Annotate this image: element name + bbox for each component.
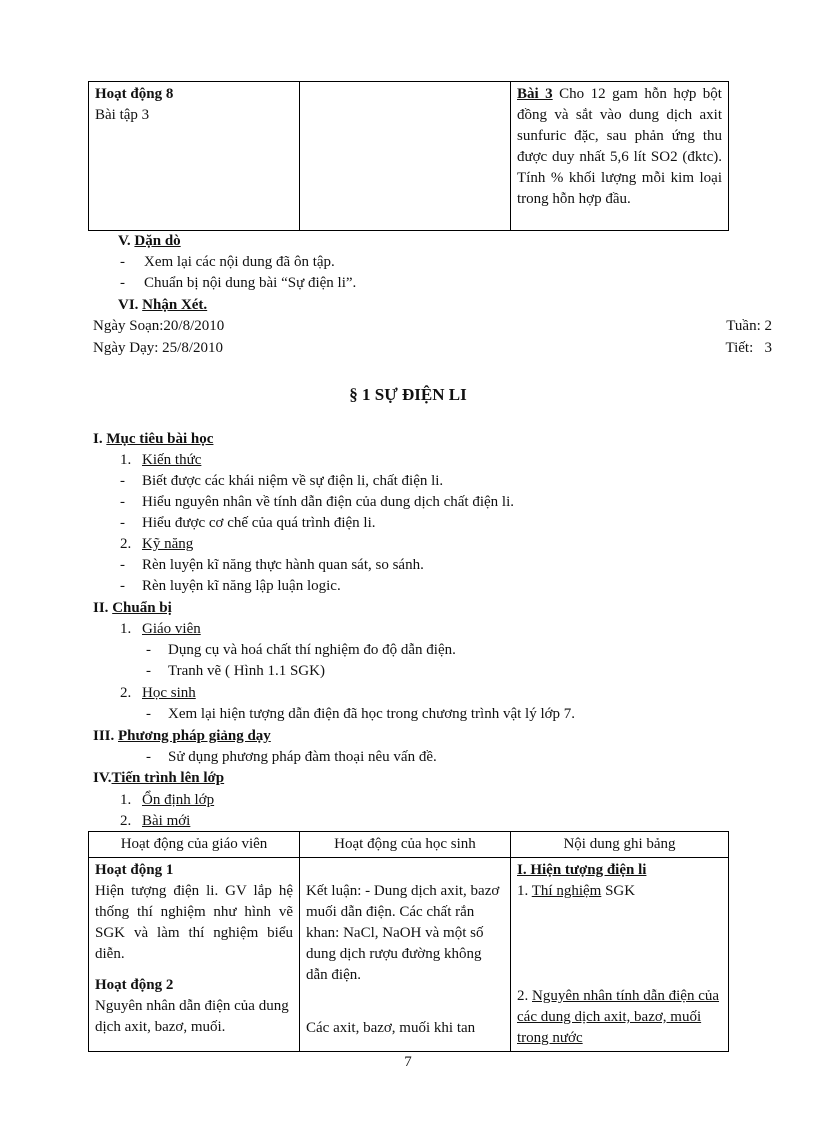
list-item: - Xem lại các nội dung đã ôn tập. xyxy=(120,254,335,270)
subsection-number: 1. xyxy=(120,452,132,468)
section-v-numeral: V. xyxy=(118,233,131,249)
list-item: - Biết được các khái niệm về sự điện li, chất điện li. xyxy=(120,473,444,489)
period-label: Tiết: 3 xyxy=(725,340,772,356)
list-item-text: Biết được các khái niệm về sự điện li, chất điện li. xyxy=(142,473,444,489)
activity-8-text: Bài tập 3 xyxy=(95,107,150,123)
section-ii-heading xyxy=(93,598,172,619)
subsection-title: Ổn định lớp xyxy=(142,792,215,808)
prep-date: Ngày Soạn:20/8/2010 xyxy=(93,318,225,334)
section-i-numeral: I. xyxy=(93,431,103,447)
list-item-text: Tranh vẽ ( Hình 1.1 SGK) xyxy=(168,663,325,679)
subsection-number: 2. xyxy=(120,536,132,552)
activity-1-text: Hiện tượng điện li. GV lắp hệ thống thí nghiệm như hình vẽ SGK và làm thí nghiệm biểu diễn. xyxy=(95,883,293,962)
list-item-text: Rèn luyện kĩ năng thực hành quan sát, so sánh. xyxy=(142,557,424,573)
list-item: - Rèn luyện kĩ năng thực hành quan sát, so sánh. xyxy=(120,557,424,573)
list-item-text: Sử dụng phương pháp đàm thoại nêu vấn đề. xyxy=(168,749,437,765)
section-vi-heading xyxy=(118,295,207,316)
empty-cell xyxy=(300,82,511,231)
section-iv-numeral: IV. xyxy=(93,770,112,786)
subsection-number: 2. xyxy=(120,685,132,701)
section-i-title: Mục tiêu bài học xyxy=(106,431,214,447)
exercise-3-cell xyxy=(511,82,729,231)
header-board: Nội dung ghi bảng xyxy=(511,832,729,858)
section-v-heading xyxy=(118,231,181,252)
section-iii-numeral: III. xyxy=(93,728,115,744)
section-iii-heading xyxy=(93,726,271,747)
section-vi-numeral: VI. xyxy=(118,297,139,313)
section-v-title: Dặn dò xyxy=(134,233,181,249)
list-item-text: Hiểu nguyên nhân về tính dẫn điện của dung dịch chất điện li. xyxy=(142,494,514,510)
subsection-heading xyxy=(120,811,190,832)
board-item-1-num: 1. xyxy=(517,883,532,899)
list-item-text: Xem lại hiện tượng dẫn điện đã học trong chương trình vật lý lớp 7. xyxy=(168,706,576,722)
list-item-text: Rèn luyện kĩ năng lập luận logic. xyxy=(142,578,341,594)
subsection-title: Giáo viên xyxy=(142,621,201,637)
list-item: - Hiểu nguyên nhân về tính dẫn điện của dung dịch chất điện li. xyxy=(120,494,514,510)
section-iv-title: Tiến trình lên lớp xyxy=(111,770,225,786)
subsection-number: 1. xyxy=(120,621,132,637)
subsection-title: Kiến thức xyxy=(142,452,202,468)
subsection-heading xyxy=(120,683,196,704)
subsection-number: 2. xyxy=(120,813,132,829)
exercise-3-text: Cho 12 gam hỗn hợp bột đồng và sắt vào dung dịch axit sunfuric đặc, sau phản ứng thu được duy nhất 5,6 lít SO2 (đktc). Tính % khối lượng mỗi kim loại trong hỗn hợp đầu. xyxy=(517,86,722,207)
list-item: - Chuẩn bị nội dung bài “Sự điện li”. xyxy=(120,275,357,291)
subsection-heading xyxy=(120,790,214,811)
section-i-heading xyxy=(93,429,213,450)
header-student: Hoạt động của học sinh xyxy=(300,832,511,858)
list-item-text: Dụng cụ và hoá chất thí nghiệm đo độ dẫn điện. xyxy=(168,642,456,658)
lesson-table xyxy=(88,831,729,1052)
lesson-title: § 1 SỰ ĐIỆN LI xyxy=(349,385,467,404)
section-iv-heading xyxy=(93,768,224,789)
board-item-1-title: Thí nghiệm xyxy=(531,883,602,899)
page-number: 7 xyxy=(404,1054,412,1070)
top-table xyxy=(88,81,729,231)
subsection-title: Kỹ năng xyxy=(142,536,194,552)
board-item-2 xyxy=(517,986,722,1049)
subsection-heading xyxy=(120,450,201,471)
section-vi-title: Nhận Xét. xyxy=(142,297,208,313)
board-cell xyxy=(511,858,729,1052)
teacher-cell xyxy=(89,858,300,1052)
activity-1-title: Hoạt động 1 xyxy=(95,862,174,878)
list-item: - Rèn luyện kĩ năng lập luận logic. xyxy=(120,578,341,594)
section-iii-title: Phương pháp giảng dạy xyxy=(118,728,271,744)
section-ii-numeral: II. xyxy=(93,600,109,616)
student-conclusion-text: Kết luận: - Dung dịch axit, bazơ muối dẫn điện. Các chất rắn khan: NaCl, NaOH và một số dung dịch rượu đường không dẫn điện. xyxy=(306,883,500,983)
list-item-text: Chuẩn bị nội dung bài “Sự điện li”. xyxy=(144,275,357,291)
board-heading-1: I. Hiện tượng điện li xyxy=(517,862,647,878)
activity-8-title: Hoạt động 8 xyxy=(95,86,174,102)
exercise-3-label: Bài 3 xyxy=(517,86,553,102)
list-item: - Tranh vẽ ( Hình 1.1 SGK) xyxy=(146,663,325,679)
activity-2-title: Hoạt động 2 xyxy=(95,977,174,993)
list-item: - Sử dụng phương pháp đàm thoại nêu vấn đề. xyxy=(146,749,437,765)
activity-2-text: Nguyên nhân dẫn điện của dung dịch axit, bazơ, muối. xyxy=(95,998,289,1035)
subsection-number: 1. xyxy=(120,792,132,808)
section-ii-title: Chuẩn bị xyxy=(112,600,172,616)
list-item: - Xem lại hiện tượng dẫn điện đã học trong chương trình vật lý lớp 7. xyxy=(146,706,576,722)
week-label: Tuần: 2 xyxy=(726,318,772,334)
student-cell xyxy=(300,858,511,1052)
teach-date: Ngày Dạy: 25/8/2010 xyxy=(93,340,223,356)
subsection-heading xyxy=(120,534,193,555)
subsection-title: Bài mới xyxy=(142,813,191,829)
list-item: - Hiểu được cơ chế của quá trình điện li. xyxy=(120,515,376,531)
list-item: - Dụng cụ và hoá chất thí nghiệm đo độ dẫn điện. xyxy=(146,642,456,658)
subsection-title: Học sinh xyxy=(142,685,196,701)
list-item-text: Hiểu được cơ chế của quá trình điện li. xyxy=(142,515,376,531)
subsection-heading xyxy=(120,619,201,640)
board-item-1 xyxy=(517,881,722,902)
activity-8-cell xyxy=(89,82,300,231)
board-item-2-num: 2. xyxy=(517,988,532,1004)
board-item-1-rest: SGK xyxy=(601,883,636,899)
board-item-2-title: Nguyên nhân tính dẫn điện của các dung dịch axit, bazơ, muối trong nước xyxy=(517,988,720,1046)
student-activity-2-text: Các axit, bazơ, muối khi tan xyxy=(306,1020,476,1036)
header-teacher: Hoạt động của giáo viên xyxy=(89,832,300,858)
list-item-text: Xem lại các nội dung đã ôn tập. xyxy=(144,254,335,270)
